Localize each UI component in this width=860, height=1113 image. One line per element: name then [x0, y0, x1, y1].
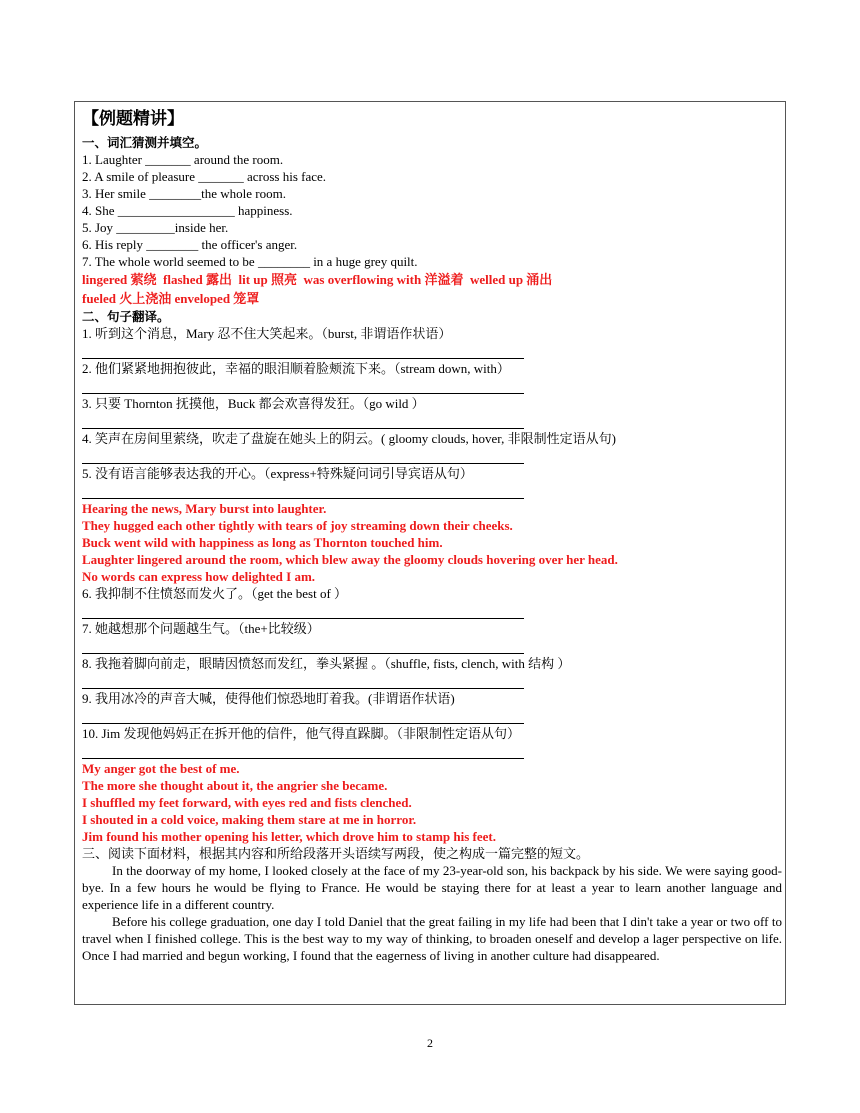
- reading-paragraph: In the doorway of my home, I looked closely at the face of my 23-year-old son, his backpack by his side. We were saying good-bye. In a few hours he would be flying to France. He would be staying there for at least a year to learn another language and experience life in a different country.: [82, 863, 782, 912]
- answer-line: [82, 742, 524, 759]
- vocab-item: 5. Joy _________inside her.: [82, 220, 229, 235]
- answer-line: [82, 602, 524, 619]
- section1-title: 一、词汇猜测并填空。: [82, 135, 208, 150]
- translation-prompt: 1. 听到这个消息，Mary 忍不住大笑起来。（burst, 非谓语作状语）: [82, 326, 452, 341]
- answer-line: [82, 707, 524, 724]
- translation-prompt: 8. 我拖着脚向前走，眼睛因愤怒而发红，拳头紧握 。（shuffle, fists, clench, with 结构 ）: [82, 656, 571, 671]
- translation-prompt: 2. 他们紧紧地拥抱彼此，幸福的眼泪顺着脸颊流下来。（stream down, with）: [82, 361, 510, 376]
- answer-line: [82, 447, 524, 464]
- vocab-item: 7. The whole world seemed to be ________ in a huge grey quilt.: [82, 254, 418, 269]
- translation-answer: My anger got the best of me.: [82, 761, 240, 776]
- translation-prompt: 4. 笑声在房间里萦绕，吹走了盘旋在她头上的阴云。( gloomy clouds, hover, 非限制性定语从句): [82, 431, 616, 446]
- translation-answer: Jim found his mother opening his letter, which drove him to stamp his feet.: [82, 829, 496, 844]
- vocab-item: 4. She __________________ happiness.: [82, 203, 293, 218]
- page-number: 2: [427, 1036, 433, 1050]
- translation-answer: I shuffled my feet forward, with eyes red and fists clenched.: [82, 795, 412, 810]
- reading-paragraph: Before his college graduation, one day I told Daniel that the great failing in my life had been that I din't take a year or two off to travel when I finished college. This is the best way to my way of thinking, to broaden oneself and develop a lager perspective on life. Once I had married and begun working, I found that the eagerness of living in another culture had disappeared.: [82, 914, 782, 963]
- translation-prompt: 3. 只要 Thornton 抚摸他，Buck 都会欢喜得发狂。（go wild ）: [82, 396, 425, 411]
- answer-line: [82, 412, 524, 429]
- section3-title: 三、阅读下面材料，根据其内容和所给段落开头语续写两段，使之构成一篇完整的短文。: [82, 846, 590, 861]
- translation-prompt: 10. Jim 发现他妈妈正在拆开他的信件，他气得直跺脚。（非限制性定语从句）: [82, 726, 521, 741]
- translation-answer: Laughter lingered around the room, which blew away the gloomy clouds hovering over her head.: [82, 552, 618, 567]
- translation-answer: Buck went wild with happiness as long as Thornton touched him.: [82, 535, 443, 550]
- translation-prompt: 6. 我抑制不住愤怒而发火了。（get the best of ）: [82, 586, 348, 601]
- translation-prompt: 7. 她越想那个问题越生气。（the+比较级）: [82, 621, 320, 636]
- vocab-answer: lingered 萦绕 flashed 露出 lit up 照亮 was overflowing with 洋溢着 welled up 涌出: [82, 272, 553, 287]
- answer-line: [82, 482, 524, 499]
- translation-prompt: 5. 没有语言能够表达我的开心。（express+特殊疑问词引导宾语从句）: [82, 466, 473, 481]
- translation-answer: I shouted in a cold voice, making them stare at me in horror.: [82, 812, 417, 827]
- section-heading: 【例题精讲】: [82, 109, 184, 129]
- vocab-answer: fueled 火上浇油 enveloped 笼罩: [82, 291, 260, 306]
- translation-answer: The more she thought about it, the angrier she became.: [82, 778, 388, 793]
- vocab-item: 2. A smile of pleasure _______ across his face.: [82, 169, 327, 184]
- section2-title: 二、句子翻译。: [82, 309, 170, 324]
- translation-answer: Hearing the news, Mary burst into laughter.: [82, 501, 327, 516]
- answer-line: [82, 672, 524, 689]
- vocab-item: 1. Laughter _______ around the room.: [82, 152, 284, 167]
- translation-answer: No words can express how delighted I am.: [82, 569, 316, 584]
- vocab-item: 6. His reply ________ the officer's anger.: [82, 237, 298, 252]
- document-content: [82, 106, 782, 964]
- translation-prompt: 9. 我用冰冷的声音大喊，使得他们惊恐地盯着我。(非谓语作状语): [82, 691, 455, 706]
- answer-line: [82, 377, 524, 394]
- vocab-item: 3. Her smile ________the whole room.: [82, 186, 286, 201]
- answer-line: [82, 637, 524, 654]
- translation-answer: They hugged each other tightly with tears of joy streaming down their cheeks.: [82, 518, 513, 533]
- answer-line: [82, 342, 524, 359]
